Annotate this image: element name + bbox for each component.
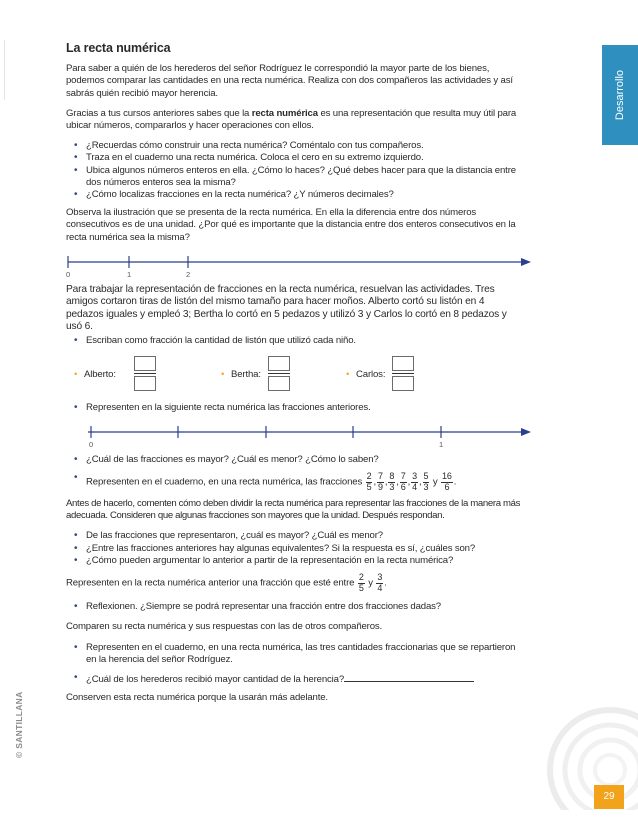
denominator-box[interactable] (268, 376, 290, 391)
denominator: 6 (400, 481, 406, 492)
main-content (66, 42, 521, 712)
fraction (377, 472, 384, 492)
number-line-unit-svg (66, 422, 536, 448)
reflect-list (66, 601, 521, 613)
definition-term: recta numérica (251, 107, 318, 119)
fractions-list (66, 472, 521, 492)
denominator: 4 (412, 481, 417, 492)
list-item: • ¿Cuál de las fracciones es mayor? ¿Cuál es menor? ¿Cómo lo saben? (66, 454, 521, 466)
list-item: • ¿Cómo pueden argumentar lo anterior a partir de la representación en la recta numérica? (66, 555, 521, 567)
represent-list (66, 402, 521, 414)
fractions-instruction: Representen en el cuaderno, en una recta numérica, las fracciones (86, 476, 363, 488)
numerator: 16 (442, 471, 452, 482)
questions-list-2 (66, 530, 521, 567)
conjunction: y (432, 476, 438, 488)
tick-label-0: 0 (66, 269, 71, 279)
tick-label-2: 2 (186, 269, 191, 279)
numerator: 7 (400, 471, 406, 482)
page-number: 29 (594, 785, 624, 809)
fraction-input-bertha[interactable] (268, 356, 290, 391)
ribbon-problem-paragraph: Para trabajar la representación de fracciones en la recta numérica, resuelvan las actividades. Tres amigos cortaron tiras de listón del mismo tamaño para hacer moños. Alberto cortó su listón en 4 pedazos iguales y empleó 3; Bertha lo cortó en 5 pedazos y utilizó 3 y Carlos lo cortó en 8 pedazos y usó 6. (66, 283, 507, 333)
intro-paragraph: Para saber a quién de los herederos del señor Rodríguez le correspondió la mayor parte de los bienes, podemos comparar las cantidades en una recta numérica. Realiza con dos compañeros las actividades y así sabrás quién recibió mayor herencia. (66, 63, 513, 99)
list-item: • Reflexionen. ¿Siempre se podrá representar una fracción entre dos fracciones dadas? (66, 601, 521, 613)
definition-text-after: es una representación que resulta muy útil para ubicar números, compararlos y hacer operaciones con ellos. (66, 107, 517, 132)
arrow-head-icon (521, 428, 531, 436)
numerator: 3 (412, 471, 417, 482)
name-label: • Bertha: (231, 369, 261, 381)
denominator: 4 (377, 582, 383, 593)
list-item: • Escriban como fracción la cantidad de listón que utilizó cada niño. (66, 335, 521, 347)
conjunction: y (368, 577, 373, 589)
list-item-fractions: • Representen en el cuaderno, en una recta numérica, las fracciones $\frac{2}{5}$ , $\frac{7}{9}$ , $\frac{8}{3}$ , $\frac{7}{6}$ , $\frac{3}{4}$ , $\frac{5}{3}$ y $\frac{16}{6}$ . (66, 472, 521, 492)
fraction (388, 472, 395, 492)
compare-list (66, 454, 521, 466)
denominator: 5 (366, 481, 372, 492)
margin-rule (4, 40, 5, 100)
numerator: 5 (423, 471, 429, 482)
numerator: 2 (366, 471, 372, 482)
fraction-bar (268, 373, 290, 374)
write-fraction-list (66, 335, 521, 347)
numerator-box[interactable] (268, 356, 290, 371)
fraction (411, 472, 418, 492)
answer-line-input[interactable] (344, 672, 474, 682)
denominator: 5 (358, 582, 364, 593)
list-item: • Representen en la siguiente recta numérica las fracciones anteriores. (66, 402, 521, 414)
number-line-unit (66, 422, 521, 448)
numerator-box[interactable] (134, 356, 156, 371)
numerator: 7 (378, 471, 383, 482)
fraction-bar (392, 373, 414, 374)
publisher-label: © SANTILLANA (14, 691, 24, 758)
between-fractions-paragraph: Representen en la recta numérica anterior una fracción que esté entre $\frac{2}{5}$ y $\frac{3}{4}$ . (66, 572, 387, 593)
denominator-box[interactable] (392, 376, 414, 391)
fraction (358, 573, 365, 593)
numerator: 8 (389, 471, 395, 482)
fraction (366, 472, 373, 492)
name-label: • Carlos: (356, 369, 385, 381)
numerator: 3 (377, 572, 383, 583)
list-item-heir-question (66, 672, 521, 686)
heir-question-text: ¿Cuál de los herederos recibió mayor cantidad de la herencia? (86, 673, 345, 685)
list-item: • De las fracciones que representaron, ¿cuál es mayor? ¿Cuál es menor? (66, 530, 521, 542)
list-item: • Ubica algunos números enteros en ella. ¿Cómo lo haces? ¿Qué debes hacer para que la distancia entre dos números enteros sea la misma? (66, 165, 521, 189)
number-line-integers-svg (66, 252, 536, 278)
observe-paragraph: Observa la ilustración que se presenta de la recta numérica. En ella la diferencia entre dos números consecutivos es de una unidad. ¿Por qué es importante que la distancia entre dos enteros consecutivos en la recta numérica sea la misma? (66, 207, 516, 243)
section-tab-label: Desarrollo (614, 69, 626, 121)
list-item: • Traza en el cuaderno una recta numérica. Coloca el cero en su extremo izquierdo. (66, 152, 521, 164)
name-label: • Alberto: (84, 369, 116, 381)
fraction-input-carlos[interactable] (392, 356, 414, 391)
number-line-integers (66, 252, 521, 278)
list-item: • ¿Recuerdas cómo construir una recta numérica? Coméntalo con tus compañeros. (66, 140, 521, 152)
list-item: • ¿Cómo localizas fracciones en la recta numérica? ¿Y números decimales? (66, 189, 521, 201)
fraction-bar (134, 373, 156, 374)
denominator-box[interactable] (134, 376, 156, 391)
denominator: 3 (389, 481, 395, 492)
fraction (376, 573, 383, 593)
fraction-input-alberto[interactable] (134, 356, 156, 391)
denominator: 9 (378, 481, 383, 492)
definition-paragraph (66, 108, 521, 132)
fraction (441, 472, 453, 492)
tick-label-0: 0 (89, 439, 94, 449)
fraction (423, 472, 430, 492)
keep-paragraph: Conserven esta recta numérica porque la usarán más adelante. (66, 692, 328, 704)
tick-label-1: 1 (439, 439, 444, 449)
numerator-box[interactable] (392, 356, 414, 371)
definition-text-before: Gracias a tus cursos anteriores sabes que la (66, 107, 252, 119)
arrow-head-icon (521, 258, 531, 266)
denominator: 3 (423, 481, 429, 492)
tick-label-1: 1 (127, 269, 132, 279)
denominator: 6 (444, 481, 450, 492)
section-tab (602, 45, 638, 145)
section-title: La recta numérica (66, 41, 171, 55)
before-paragraph: Antes de hacerlo, comenten cómo deben dividir la recta numérica para representar las fracciones de la manera más adecuada. Consideren que algunas fracciones son mayores que la unidad. Después respondan. (66, 498, 521, 522)
compare-paragraph: Comparen su recta numérica y sus respuestas con las de otros compañeros. (66, 621, 383, 633)
between-text: Representen en la recta numérica anterior una fracción que esté entre (66, 577, 355, 589)
list-item: • Representen en el cuaderno, en una recta numérica, las tres cantidades fraccionarias que se repartieron en la herencia del señor Rodríguez. (66, 642, 521, 666)
numerator: 2 (358, 572, 364, 583)
questions-list-3 (66, 642, 521, 687)
fraction-answer-row (66, 356, 521, 392)
list-item: • ¿Entre las fracciones anteriores hay algunas equivalentes? Si la respuesta es sí, ¿cuáles son? (66, 543, 521, 555)
fraction (400, 472, 407, 492)
questions-list-1 (66, 140, 521, 201)
